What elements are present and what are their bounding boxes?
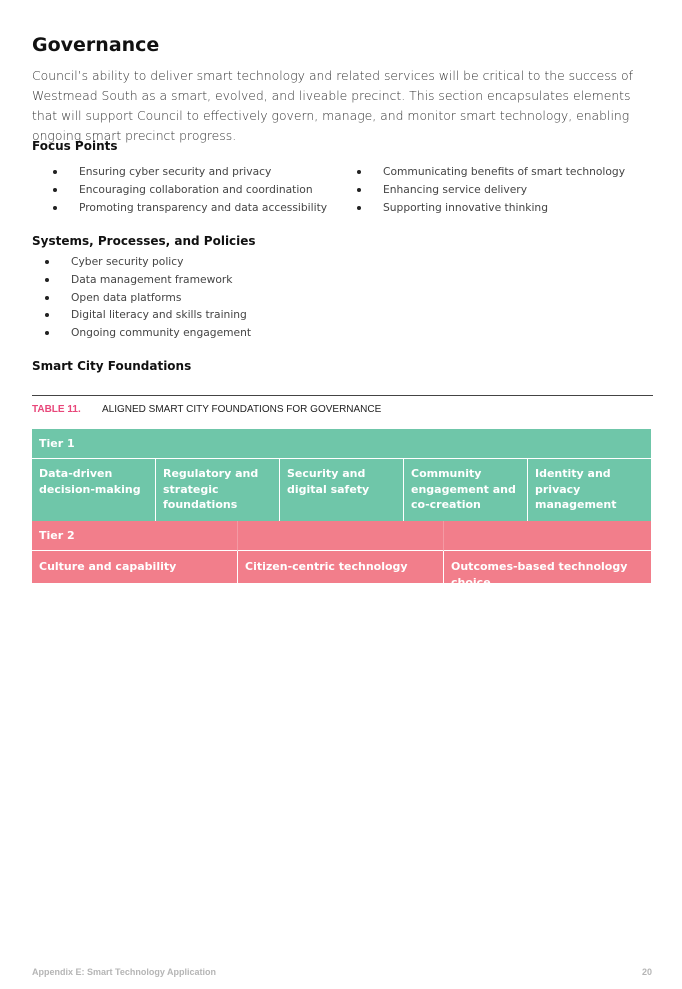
foundations-table <box>32 429 651 589</box>
page-number: 20 <box>641 967 652 977</box>
tier1-header-row <box>32 429 651 459</box>
list-item: Communicating benefits of smart technology <box>357 163 625 181</box>
table-cell-empty <box>238 521 444 551</box>
tier2-header-row <box>32 521 651 551</box>
list-item: Digital literacy and skills training <box>45 306 251 324</box>
table-cell: Data-driven decision-making <box>32 459 156 521</box>
list-item: Encouraging collaboration and coordination <box>53 181 327 199</box>
systems-list <box>45 253 251 342</box>
foundations-heading: Smart City Foundations <box>32 359 192 373</box>
systems-heading: Systems, Processes, and Policies <box>32 234 256 248</box>
focus-points-left-list <box>53 163 327 216</box>
list-item: Supporting innovative thinking <box>357 199 625 217</box>
list-item: Ongoing community engagement <box>45 324 251 342</box>
table-cell: Culture and capability <box>32 551 238 583</box>
table-cell: Regulatory and strategic foundations <box>156 459 280 521</box>
table-cell-empty <box>444 521 651 551</box>
list-item: Data management framework <box>45 271 251 289</box>
table-cell: Identity and privacy management <box>528 459 651 521</box>
table-number: TABLE 11. <box>32 404 81 415</box>
table-cell: Community engagement and co-creation <box>404 459 528 521</box>
footer-title: Appendix E: Smart Technology Application <box>32 967 217 977</box>
focus-points-right-list <box>357 163 625 216</box>
section-heading: Governance <box>32 34 160 56</box>
tier1-label: Tier 1 <box>32 429 651 459</box>
list-item: Promoting transparency and data accessibility <box>53 199 327 217</box>
list-item: Cyber security policy <box>45 253 251 271</box>
table-caption <box>32 404 381 415</box>
tier1-row <box>32 459 651 521</box>
tier2-label: Tier 2 <box>32 521 238 551</box>
divider <box>32 395 653 396</box>
table-cell: Outcomes-based technology choice <box>444 551 651 583</box>
list-item: Open data platforms <box>45 289 251 307</box>
tier2-row <box>32 551 651 589</box>
intro-paragraph: Council’s ability to deliver smart technology and related services will be critical to the success of Westmead South as a smart, evolved, and liveable precinct. This section encapsulates elements that will support Council to effectively govern, manage, and monitor smart technology, enabling ongoing smart precinct progress. <box>32 68 633 143</box>
table-caption-text: ALIGNED SMART CITY FOUNDATIONS FOR GOVERNANCE <box>102 404 382 415</box>
list-item: Ensuring cyber security and privacy <box>53 163 327 181</box>
table-cell: Citizen-centric technology <box>238 551 444 583</box>
list-item: Enhancing service delivery <box>357 181 625 199</box>
focus-points-heading: Focus Points <box>32 139 118 153</box>
table-cell: Security and digital safety <box>280 459 404 521</box>
